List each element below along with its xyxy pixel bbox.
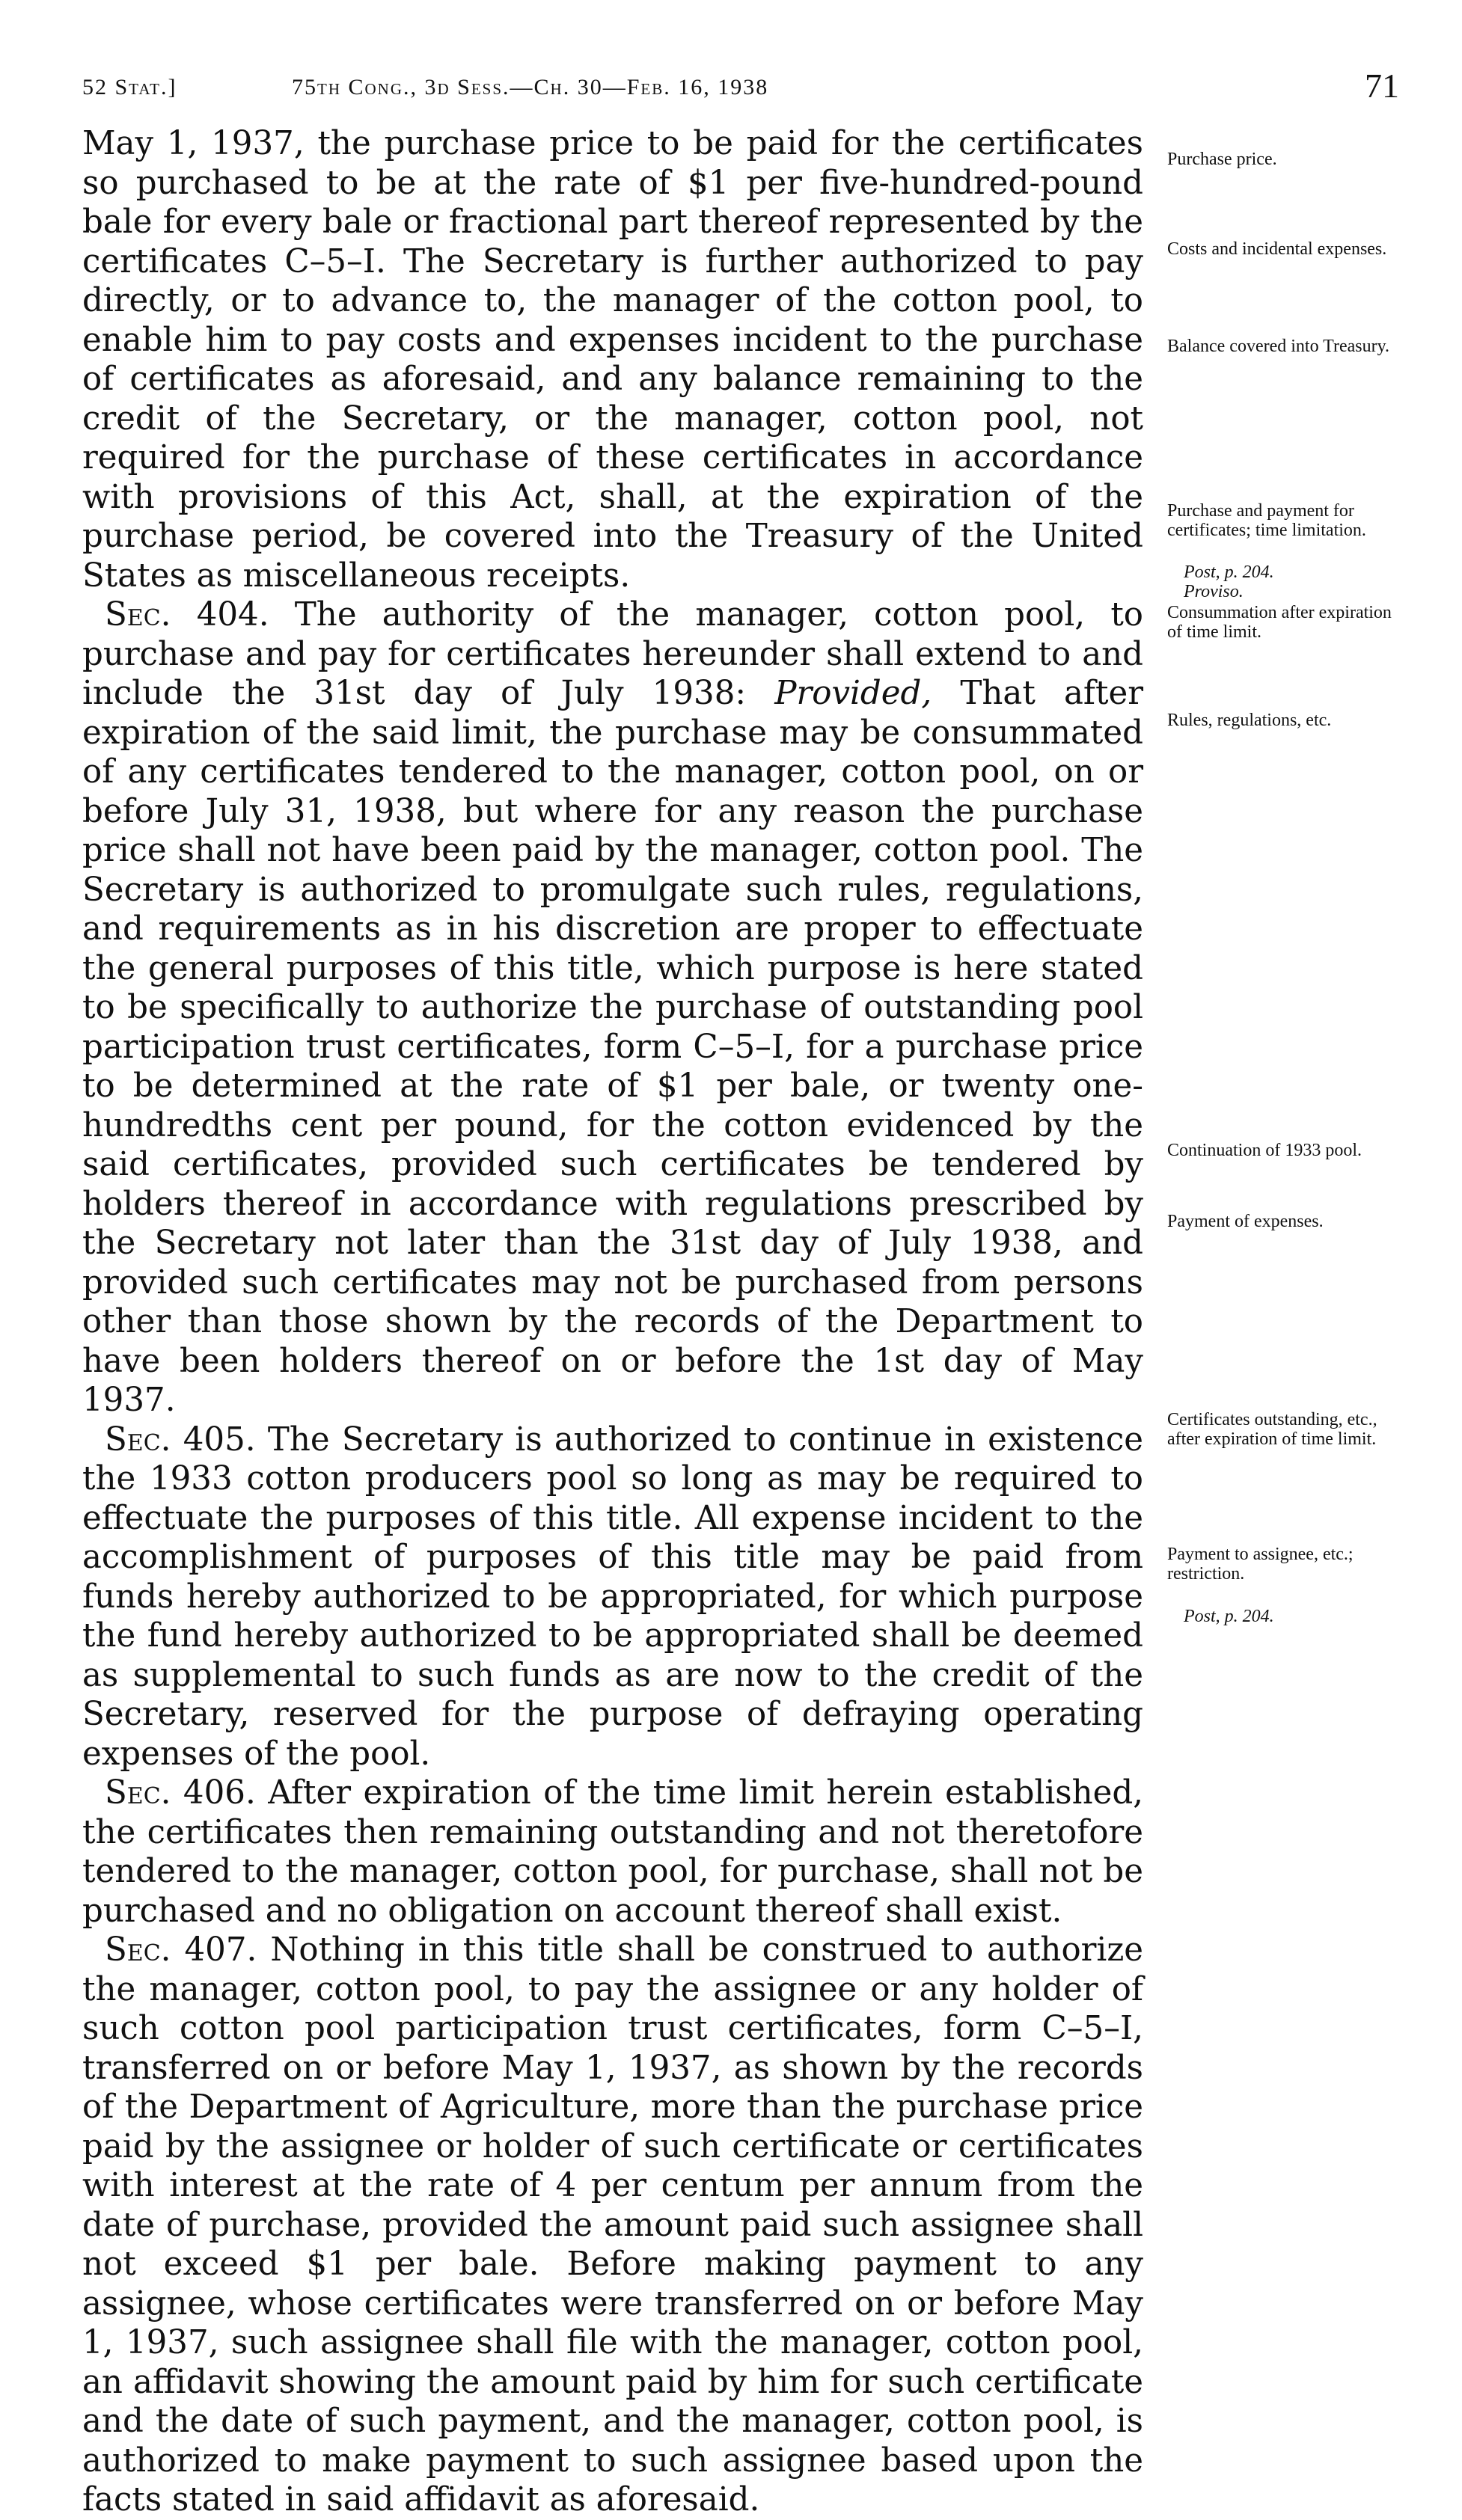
session-chapter-date: 75th Cong., 3d Sess.—Ch. 30—Feb. 16, 1938: [292, 75, 769, 99]
note-rules: Rules, regulations, etc.: [1167, 711, 1332, 730]
note-costs: Costs and incidental expenses.: [1167, 239, 1387, 259]
note-balance: Balance covered into Treasury.: [1167, 337, 1390, 356]
margin-notes: [1167, 0, 1407, 2053]
paragraph-continued: May 1, 1937, the purchase price to be paid for the certificates so purchased to be at the rate of $1 per five-hundred-pound bale for every bale or fractional part thereof represented by the certificates C–5–I. The Secretary is further authorized to pay directly, or to advance to, the manager of the cotton pool, to enable him to pay costs and expenses incident to the purchase of certificates as aforesaid, and any balance remaining to the credit of the Secretary, or the manager, cotton pool, not required for the purchase of these certificates in accordance with provisions of this Act, shall, at the expiration of the purchase period, be covered into the Treasury of the United States as miscellaneous receipts.: [82, 125, 1143, 595]
note-payment-expenses: Payment of expenses.: [1167, 1212, 1324, 1231]
section-404-text-a: The authority of the manager, cotton pool, to purchase and pay for certificates hereunder shall extend to and include the 31st day of July 1938:: [82, 596, 1143, 712]
section-405-label: Sec. 405.: [105, 1420, 256, 1459]
section-407-text: Nothing in this title shall be construed to authorize the manager, cotton pool, to pay the assignee or any holder of such cotton pool participation trust certificates, form C–5–I, transferred on or before May 1, 1937, as shown by the records of the Department of Agriculture, more than the purchase price paid by the assignee or holder of such certificate or certificates with interest at the rate of 4 per centum per annum from the date of purchase, provided the amount paid such assignee shall not exceed $1 per bale. Before making payment to any assignee, whose certificates were transferred on or before May 1, 1937, such assignee shall file with the manager, cotton pool, an affidavit showing the amount paid by him for such certificate and the date of such payment, and the manager, cotton pool, is authorized to make payment to such assignee based upon the facts stated in said affidavit as aforesaid.: [82, 1931, 1144, 2519]
note-consummation: Consummation after expiration of time limit.: [1167, 603, 1392, 642]
section-404-text-b: That after expiration of the said limit, the purchase may be consummated of any certificates tendered to the manager, cotton pool, on or before July 31, 1938, but where for any reason the purchase price shall not have been paid by the manager, cotton pool. The Secretary is authorized to promulgate such rules, regulations, and requirements as in his discretion are proper to effectuate the general purposes of this title, which purpose is here stated to be specifically to authorize the purchase of outstanding pool participation trust certificates, form C–5–I, for a purchase price to be determined at the rate of $1 per bale, or twenty one-hundredths cent per pound, for the cotton evidenced by the said certificates, provided such certificates be tendered by holders thereof in accordance with regulations prescribed by the Secretary not later than the 31st day of July 1938, and provided such certificates may not be purchased from persons other than those shown by the records of the Department to have been holders thereof on or before the 1st day of May 1937.: [82, 675, 1144, 1419]
section-406-text: After expiration of the time limit herein established, the certificates then remaining outstanding and not theretofore tendered to the manager, cotton pool, for purchase, shall not be purchased and no obligation on account thereof shall exist.: [82, 1774, 1144, 1930]
note-post-ref-a: [1167, 562, 1407, 582]
section-407: [82, 1931, 1143, 2520]
note-proviso: [1167, 582, 1407, 601]
section-406: [82, 1773, 1143, 1931]
proviso-ref: Proviso.: [1184, 582, 1244, 601]
section-405-text: The Secretary is authorized to continue in existence the 1933 cotton producers pool so long as may be required to effectuate the purposes of this title. All expense incident to the accomplishment of purposes of this title may be paid from funds hereby authorized to be appropriated, for which purpose the fund hereby authorized to be appropriated shall be deemed as supplemental to such funds as are now to the credit of the Secretary, reserved for the purpose of defraying operating expenses of the pool.: [82, 1420, 1143, 1773]
note-purchase-payment: Purchase and payment for certificates; time limitation.: [1167, 501, 1366, 540]
section-404-label: Sec. 404.: [105, 596, 269, 634]
section-406-label: Sec. 406.: [105, 1774, 256, 1812]
page-number: 71: [1365, 67, 1399, 105]
note-purchase-price: Purchase price.: [1167, 150, 1277, 169]
post-ref-b: Post, p. 204.: [1184, 1607, 1274, 1626]
note-payment-assignee: Payment to assignee, etc.; restriction.: [1167, 1545, 1354, 1584]
section-405: [82, 1420, 1143, 1774]
proviso-word: Provided,: [774, 675, 932, 712]
main-text: [82, 124, 1143, 2520]
note-certificates-outstanding: Certificates outstanding, etc., after expiration of time limit.: [1167, 1410, 1377, 1449]
statute-citation: 52 Stat.]: [82, 75, 177, 99]
note-post-ref-b: [1167, 1607, 1407, 1626]
section-404: [82, 595, 1143, 1420]
post-ref-a: Post, p. 204.: [1184, 562, 1274, 582]
note-continuation: Continuation of 1933 pool.: [1167, 1141, 1362, 1160]
section-407-label: Sec. 407.: [105, 1931, 257, 1969]
